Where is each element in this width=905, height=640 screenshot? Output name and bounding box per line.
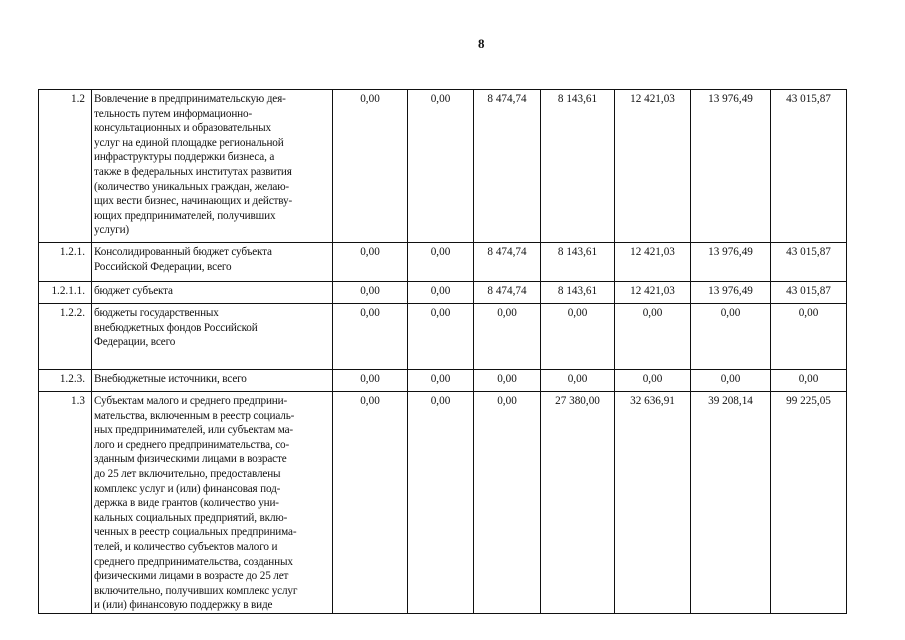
row-description-cell	[92, 304, 333, 370]
description-line: также в федеральных институтах развития	[94, 165, 292, 178]
value-cell-3: 8 474,74	[474, 282, 541, 304]
table-row	[39, 282, 847, 304]
value-cell-2: 0,00	[408, 90, 474, 243]
row-number-cell: 1.2.1.	[39, 243, 92, 282]
value-cell-4: 8 143,61	[541, 282, 615, 304]
value-cell-3: 8 474,74	[474, 90, 541, 243]
financing-table	[38, 89, 847, 614]
value-cell-1: 0,00	[333, 370, 408, 392]
value-cell-7: 43 015,87	[771, 243, 847, 282]
description-line: щих вести бизнес, начинающих и действу-	[94, 195, 293, 208]
row-description-cell	[92, 90, 333, 243]
description-line: мательства, включенным в реестр социаль-	[94, 409, 295, 422]
description-line: Субъектам малого и среднего предприни-	[94, 395, 288, 407]
description-line: физическими лицами в возрасте до 25 лет	[94, 570, 289, 583]
value-cell-7: 99 225,05	[771, 392, 847, 614]
value-cell-3: 8 474,74	[474, 243, 541, 282]
description-line: услуг на единой площадке региональной	[94, 136, 284, 149]
value-cell-6: 0,00	[691, 304, 771, 370]
value-cell-7: 0,00	[771, 304, 847, 370]
description-line: до 25 лет включительно, предоставлены	[94, 467, 281, 480]
value-cell-2: 0,00	[408, 392, 474, 614]
description-line: Федерации, всего	[94, 336, 176, 349]
description-line: инфраструктуры поддержки бизнеса, а	[94, 151, 275, 164]
value-cell-4: 27 380,00	[541, 392, 615, 614]
page-number: 8	[478, 36, 485, 51]
value-cell-3: 0,00	[474, 304, 541, 370]
description-line: консультационных и образовательных	[94, 122, 271, 135]
value-cell-4: 0,00	[541, 304, 615, 370]
description-line: ченных в реестр социальных предпринима-	[94, 526, 297, 539]
row-description-cell	[92, 392, 333, 614]
value-cell-3: 0,00	[474, 370, 541, 392]
value-cell-6: 13 976,49	[691, 282, 771, 304]
row-description-cell	[92, 282, 333, 304]
value-cell-1: 0,00	[333, 392, 408, 614]
value-cell-1: 0,00	[333, 90, 408, 243]
value-cell-7: 43 015,87	[771, 90, 847, 243]
row-number-cell: 1.3	[39, 392, 92, 614]
value-cell-2: 0,00	[408, 304, 474, 370]
value-cell-6: 13 976,49	[691, 90, 771, 243]
value-cell-1: 0,00	[333, 282, 408, 304]
description-line: держка в виде грантов (количество уни-	[94, 497, 279, 510]
description-line: бюджет субъекта	[94, 285, 173, 297]
value-cell-4: 0,00	[541, 370, 615, 392]
value-cell-5: 12 421,03	[615, 282, 691, 304]
row-number-cell: 1.2.1.1.	[39, 282, 92, 304]
row-number-cell: 1.2.3.	[39, 370, 92, 392]
value-cell-7: 43 015,87	[771, 282, 847, 304]
value-cell-5: 0,00	[615, 304, 691, 370]
description-line: Вовлечение в предпринимательскую дея-	[94, 93, 286, 105]
value-cell-5: 32 636,91	[615, 392, 691, 614]
description-line: Внебюджетные источники, всего	[94, 373, 247, 385]
description-line: телей, и количество субъектов малого и	[94, 540, 278, 553]
description-line: услуги)	[94, 224, 129, 237]
table-row	[39, 243, 847, 282]
table-body	[39, 90, 847, 614]
table-row	[39, 304, 847, 370]
description-line: кальных социальных предприятий, вклю-	[94, 511, 288, 524]
row-description-cell	[92, 370, 333, 392]
value-cell-2: 0,00	[408, 370, 474, 392]
description-line: ющих предпринимателей, получивших	[94, 209, 276, 222]
description-line: Консолидированный бюджет субъекта	[94, 246, 272, 258]
value-cell-1: 0,00	[333, 304, 408, 370]
value-cell-6: 13 976,49	[691, 243, 771, 282]
value-cell-6: 0,00	[691, 370, 771, 392]
description-line: и (или) финансовую поддержку в виде	[94, 599, 273, 612]
value-cell-2: 0,00	[408, 243, 474, 282]
table-row	[39, 90, 847, 243]
description-line: зданным физическими лицами в возрасте	[94, 453, 287, 466]
description-line: (количество уникальных граждан, желаю-	[94, 180, 290, 193]
value-cell-3: 0,00	[474, 392, 541, 614]
value-cell-5: 12 421,03	[615, 90, 691, 243]
description-line: внебюджетных фондов Российской	[94, 321, 258, 334]
value-cell-5: 12 421,03	[615, 243, 691, 282]
table-row	[39, 392, 847, 614]
description-line: включительно, получивших комплекс услуг	[94, 584, 298, 597]
value-cell-4: 8 143,61	[541, 243, 615, 282]
description-line: бюджеты государственных	[94, 307, 219, 319]
table-row	[39, 370, 847, 392]
row-number-cell: 1.2	[39, 90, 92, 243]
description-line: ных предпринимателей, или субъектам ма-	[94, 424, 293, 437]
description-line: комплекс услуг и (или) финансовая под-	[94, 482, 281, 495]
value-cell-5: 0,00	[615, 370, 691, 392]
description-line: лого и среднего предпринимательства, со-	[94, 438, 290, 451]
description-line: среднего предпринимательства, созданных	[94, 555, 293, 568]
row-description-cell	[92, 243, 333, 282]
row-number-cell: 1.2.2.	[39, 304, 92, 370]
value-cell-1: 0,00	[333, 243, 408, 282]
value-cell-2: 0,00	[408, 282, 474, 304]
value-cell-4: 8 143,61	[541, 90, 615, 243]
description-line: Российской Федерации, всего	[94, 260, 232, 273]
description-line: тельность путем информационно-	[94, 107, 253, 120]
value-cell-7: 0,00	[771, 370, 847, 392]
value-cell-6: 39 208,14	[691, 392, 771, 614]
